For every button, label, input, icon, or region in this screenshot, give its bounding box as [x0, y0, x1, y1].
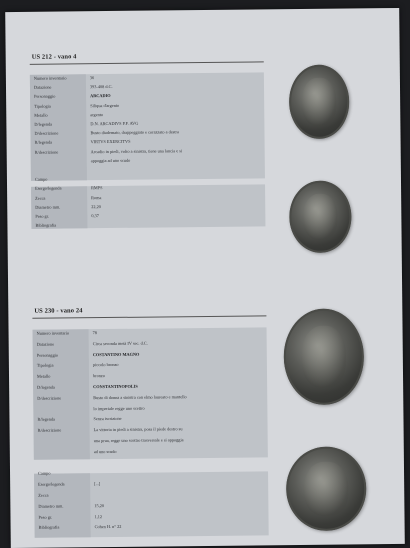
field-value: Siliqua d'argento	[90, 102, 120, 108]
catalogue-page	[5, 8, 405, 548]
field-value: CONSTANTINOPOLIS	[93, 383, 138, 390]
field-label	[38, 460, 92, 461]
arcadio-obverse-photo	[289, 64, 350, 139]
field-label: Bibliografia	[35, 222, 57, 228]
field-label: Tipologia	[34, 103, 51, 109]
section2-rule	[32, 315, 266, 318]
field-label: D/descrizione	[37, 395, 62, 401]
field-value: 36	[89, 75, 95, 81]
field-label: D/legenda	[37, 384, 55, 390]
field-value	[94, 469, 266, 471]
table-row	[31, 184, 265, 192]
field-label: D/descrizione	[34, 130, 59, 136]
arcadio-reverse-photo	[289, 180, 352, 253]
field-value: Busto di donna a sinistra con elmo laureato e mantello	[93, 393, 187, 400]
field-value: Arcadio in piedi, volto a sinistra, tiene una lancia e si	[90, 147, 183, 154]
field-label: R/legenda	[37, 416, 55, 423]
field-value: una prua, regge uno scettro trasversale e si appoggia	[93, 437, 184, 444]
field-label: R/descrizione	[34, 149, 59, 155]
field-value: Cohen H. n° 22	[94, 524, 122, 530]
field-label: Datazione	[36, 341, 55, 347]
field-label: Datazione	[33, 84, 52, 90]
field-label: Zecca	[38, 492, 49, 498]
field-label: Personaggio	[36, 352, 59, 358]
field-label: Zecca	[35, 195, 46, 201]
field-label: Bibliografia	[38, 524, 60, 531]
field-label: Personaggio	[34, 93, 56, 100]
field-value: argento	[90, 111, 104, 117]
field-label: Campo	[38, 471, 51, 477]
field-label: Tipologia	[36, 362, 54, 369]
field-label: Campo	[34, 176, 48, 182]
field-label: Esergo/legenda	[38, 481, 65, 487]
section2-title: US 230 - vano 24	[34, 307, 83, 315]
field-label: Metallo	[34, 112, 48, 118]
field-value: Busto diademato, drappeggiato e corazzato a destra	[90, 129, 179, 136]
field-value: VIRTVS EXERCITVS	[90, 139, 131, 145]
field-label: Diametro mm.	[38, 503, 64, 509]
field-label: R/legenda	[34, 139, 53, 146]
field-value: appoggia ad uno scudo	[90, 157, 131, 163]
field-value: Circa seconda metà IV sec. d.C.	[92, 340, 148, 346]
section1-title: US 212 - vano 4	[31, 53, 77, 61]
field-value: 1,12	[94, 513, 103, 519]
field-label: D/legenda	[34, 121, 53, 127]
field-value: [...]	[94, 481, 101, 487]
field-label: Peso gr.	[38, 514, 53, 520]
field-value: D.N. ARCADIVS P.F. AVG	[90, 120, 139, 127]
field-value: La vittoria in piedi a sinistra, posa il piede destro su	[93, 426, 183, 433]
field-label: Metallo	[36, 373, 51, 379]
field-value: ad uno scudo	[93, 448, 117, 454]
field-value: 0,37	[91, 213, 99, 219]
field-value: Senza iscrizione	[93, 416, 122, 422]
field-value: RMPS	[91, 185, 103, 191]
costantino-reverse-photo	[286, 446, 367, 531]
field-label: Numero inventario	[36, 330, 70, 336]
field-label: Esergo/legenda	[35, 185, 62, 192]
costantino-obverse-photo	[283, 308, 364, 405]
field-value: COSTANTINO MAGNO	[92, 351, 140, 357]
field-value: Roma	[91, 194, 102, 200]
field-value: ARCADIO	[90, 93, 111, 99]
field-value: lo imperiale regge uno scettro	[93, 405, 145, 411]
field-value: 15,20	[94, 502, 105, 508]
section1-rule	[30, 61, 264, 64]
field-label: Diametro mm.	[35, 204, 61, 210]
field-label: Numero inventario	[33, 75, 67, 81]
field-label: R/descrizione	[37, 427, 62, 433]
field-value: piccolo bronzo	[92, 362, 119, 368]
field-value: 393-408 d.C.	[89, 84, 113, 90]
field-value: 22,20	[91, 203, 101, 209]
field-value: 78	[92, 330, 97, 336]
field-value: bronzo	[92, 373, 105, 379]
field-label: Peso gr.	[35, 213, 49, 219]
